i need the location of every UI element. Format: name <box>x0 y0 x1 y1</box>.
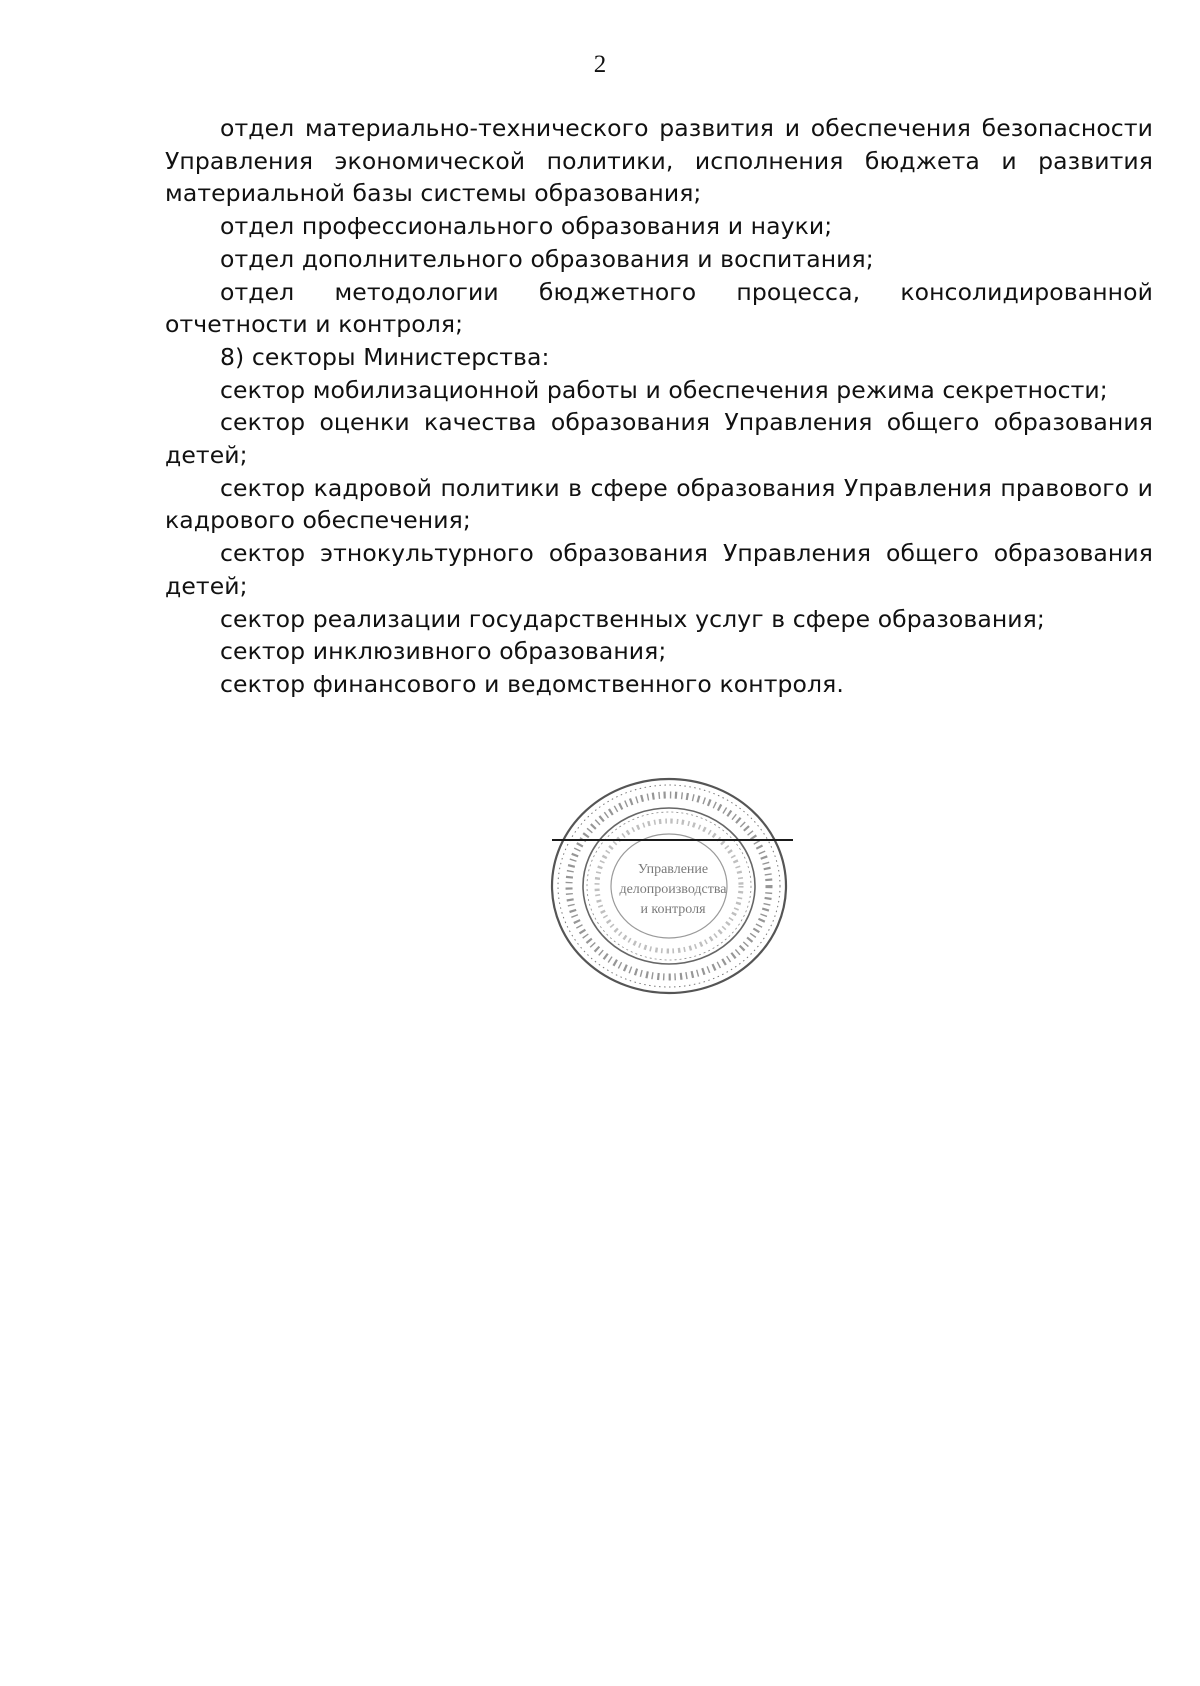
page-number: 2 <box>593 51 607 78</box>
stamp-line: и контроля <box>640 902 706 917</box>
list-item: сектор инклюзивного образования; <box>220 637 667 666</box>
list-item: отдел профессионального образования и науки; <box>220 212 833 241</box>
list-item: отдел дополнительного образования и воспитания; <box>220 244 874 273</box>
list-item: сектор этнокультурного образования Управления общего образования детей; <box>165 539 1153 600</box>
stamp-line: Управление <box>637 862 709 877</box>
document-body <box>165 112 1153 701</box>
list-item: сектор реализации государственных услуг в сфере образования; <box>220 604 1045 633</box>
stamp-line: делопроизводства <box>619 882 727 897</box>
list-item: сектор финансового и ведомственного контроля. <box>220 669 844 698</box>
list-item: отдел материально-технического развития и обеспечения безопасности Управления экономической политики, исполнения бюджета и развития материальной базы системы образования; <box>165 114 1153 208</box>
list-item: сектор кадровой политики в сфере образования Управления правового и кадрового обеспечения; <box>165 473 1153 535</box>
section-heading: 8) секторы Министерства: <box>220 342 550 371</box>
signature-line <box>552 839 793 841</box>
list-item: сектор оценки качества образования Управления общего образования детей; <box>165 408 1153 470</box>
list-item: отдел методологии бюджетного процесса, консолидированной отчетности и контроля; <box>165 277 1153 339</box>
list-item: сектор мобилизационной работы и обеспечения режима секретности; <box>220 375 1108 404</box>
stamp-text <box>604 860 742 920</box>
